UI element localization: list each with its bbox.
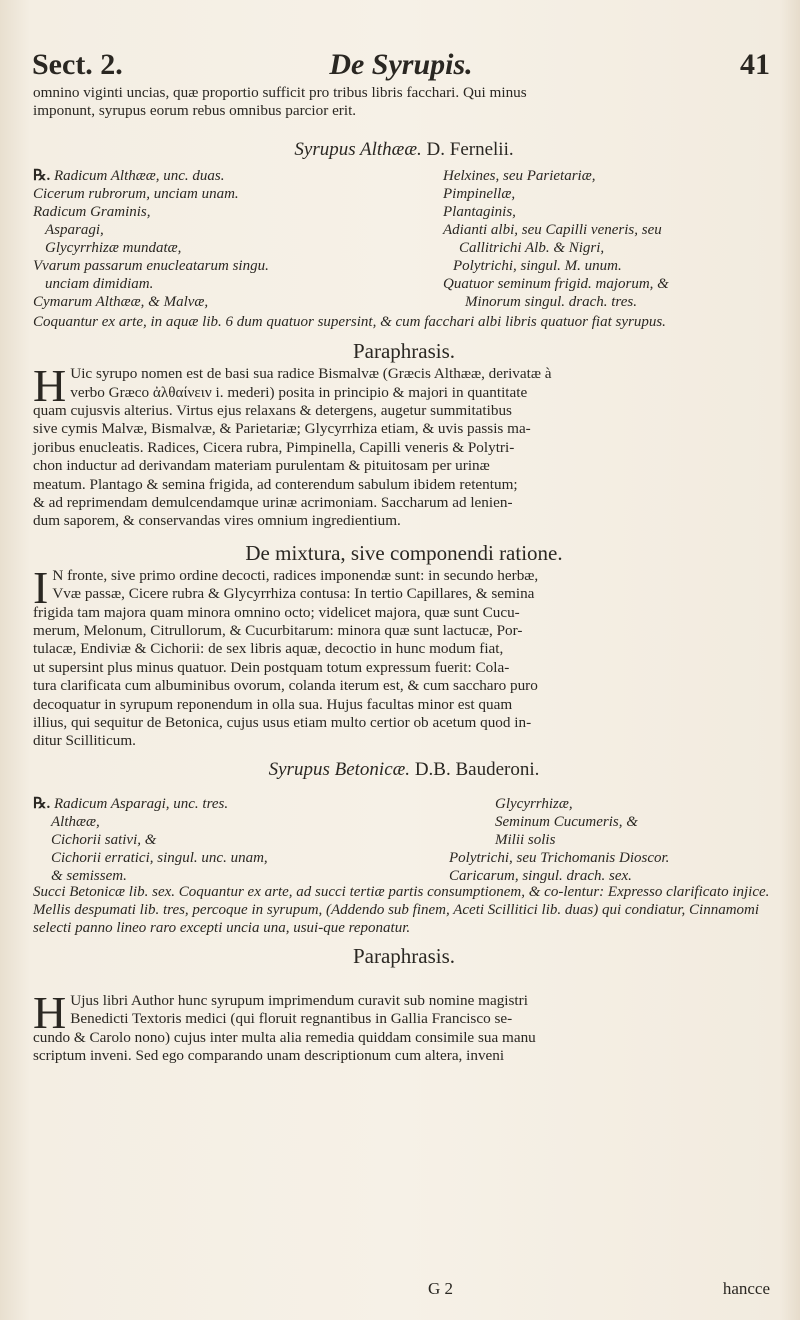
- text-line: sive cymis Malvæ, Bismalvæ, & Parietariæ; Glycyrrhiza etiam, & uvis passis ma-: [33, 420, 531, 438]
- ingredient-line: Glycyrrhizæ,: [495, 795, 573, 812]
- text-line: Benedicti Textoris medici (qui floruit regnantibus in Gallia Francisco se-: [70, 1010, 513, 1028]
- recipe1-title-author: D. Fernelii.: [426, 138, 514, 160]
- text-line: dum saporem, & conservandas vires omnium ingredientium.: [33, 512, 401, 530]
- ingredient-line: Pimpinellæ,: [443, 185, 516, 202]
- text-line: Vvæ passæ, Cicere rubra & Glycyrrhiza contusa: In tertio Capillares, & semina: [52, 585, 535, 603]
- recipe2-title-author: D.B. Bauderoni.: [414, 758, 540, 780]
- text-line: scriptum inveni. Sed ego comparando unam descriptionum cum altera, inveni: [33, 1046, 505, 1064]
- mixtura-text: [33, 561, 775, 751]
- ingredient-line: Radicum Graminis,: [33, 204, 151, 220]
- text-line: Ujus libri Author hunc syrupum imprimendum curavit sub nomine magistri: [70, 991, 528, 1009]
- dropcap: H: [33, 986, 67, 1038]
- paraphrasis1-title: Paraphrasis.: [352, 339, 456, 364]
- recipe1-title-name: Syrupus Althææ.: [294, 138, 422, 160]
- section-label: Sect. 2.: [32, 48, 123, 81]
- ingredient-line: Callitrichi Alb. & Nigri,: [459, 240, 605, 257]
- text-line: frigida tam majora quam minora omnino octo; videlicet majora, quæ sunt Cucu-: [33, 603, 520, 621]
- page-body: [33, 84, 775, 1065]
- recipe-symbol: ℞.: [33, 167, 51, 184]
- ingredient-line: Glycyrrhizæ mundatæ,: [45, 240, 182, 257]
- text-line: joribus enucleatis. Radices, Cicera rubra, Pimpinella, Capilli veneris & Polytri-: [33, 438, 515, 456]
- text-line: decoquatur in syrupum reponendum in olla sua. Hujus facultas minor est quam: [33, 695, 513, 713]
- ingredient-line: Polytrichi, seu Trichomanis Dioscor.: [449, 850, 670, 867]
- ingredient-line: Quatuor seminum frigid. majorum, &: [443, 276, 669, 293]
- recipe2-left-column: [33, 795, 268, 885]
- recipe2-instructions: Succi Betonicæ lib. sex. Coquantur ex arte, ad succi tertiæ partis consumptionem, & co-lentur: Expresso clarificato injice. Mellis despumati lib. tres, percoque in syrupum, (Addendo sub finem, Aceti Scillitici lib. duas) qui condiatur, Cinnamomi selecti panno lineo raro excepti uncia una, usui-que reponatur.: [33, 883, 770, 937]
- paraphrasis2-text: [33, 986, 775, 1066]
- page-number: 41: [740, 48, 770, 81]
- recipe2-right-column: [449, 795, 670, 885]
- page-header: [32, 48, 770, 88]
- signature-mark: G 2: [428, 1279, 454, 1298]
- recipe1-ingredients: [33, 167, 775, 313]
- recipe2-ingredients: [33, 795, 775, 885]
- ingredient-line: ℞. Radicum Althææ, unc. duas.: [33, 167, 225, 184]
- dropcap: I: [33, 561, 49, 613]
- ingredient-line: Althææ,: [51, 813, 100, 830]
- ingredient-line: Caricarum, singul. drach. sex.: [449, 868, 632, 885]
- ingredient-line: Cichorii erratici, singul. unc. unam,: [51, 850, 268, 867]
- text-line: cundo & Carolo nono) cujus inter multa alia remedia quiddam consimile sua manu: [33, 1028, 536, 1046]
- text-line: N fronte, sive primo ordine decocti, radices imponendæ sunt: in secundo herbæ,: [52, 566, 539, 584]
- ingredient-line: Cichorii sativi, &: [51, 832, 157, 849]
- ingredient-line: Cymarum Althææ, & Malvæ,: [33, 294, 209, 311]
- mixtura-title: De mixtura, sive componendi ratione.: [245, 540, 563, 565]
- recipe2-title: [33, 757, 775, 783]
- text-line: ditur Scilliticum.: [33, 732, 136, 750]
- ingredient-line: Cicerum rubrorum, unciam unam.: [33, 185, 239, 202]
- text-line: ut supersint plus minus quatuor. Dein postquam totum expressum fuerit: Cola-: [33, 658, 510, 676]
- ingredient-line: Plantaginis,: [443, 204, 516, 220]
- recipe1-right-column: [443, 167, 669, 312]
- ingredient-line: Adianti albi, seu Capilli veneris, seu: [443, 222, 662, 239]
- ingredient-line: Polytrichi, singul. M. unum.: [453, 258, 622, 275]
- text-line: quam cujusvis alterius. Virtus ejus relaxans & detergens, augetur summitatibus: [33, 401, 512, 419]
- ingredient-line: & semissem.: [51, 868, 127, 885]
- ingredient-line: Vvarum passarum enucleatarum singu.: [33, 258, 269, 275]
- text-line: tulacæ, Endiviæ & Cichorii: de sex libris aquæ, decoctio in hunc modum fiat,: [33, 640, 504, 658]
- recipe1-title: [33, 137, 775, 163]
- ingredient-line: Minorum singul. drach. tres.: [465, 294, 637, 311]
- paraphrasis2-title: Paraphrasis.: [352, 943, 456, 968]
- intro-line: imponunt, syrupus eorum rebus omnibus parcior erit.: [33, 102, 357, 120]
- running-title: De Syrupis.: [329, 48, 473, 81]
- text-line: tura clarificata cum albuminibus ovorum, colanda iterum est, & cum saccharo puro: [33, 677, 538, 695]
- text-line: chon inductur ad derivandam materiam purulentam & pituitosam per urinæ: [33, 457, 490, 475]
- text-line: merum, Melonum, Citrullorum, & Cucurbitarum: minora quæ sunt lactucæ, Por-: [33, 621, 523, 639]
- recipe-symbol: ℞.: [33, 795, 51, 812]
- page-footer: [33, 1279, 770, 1299]
- dropcap: H: [33, 360, 67, 412]
- text-line: illius, qui sequitur de Betonica, cujus usus etiam multo certior ob acetum quod in-: [33, 714, 532, 732]
- recipe1-instructions: Coquantur ex arte, in aquæ lib. 6 dum quatuor supersint, & cum facchari albi libris quatuor fiat syrupus.: [33, 313, 666, 330]
- ingredient-line: Asparagi,: [45, 222, 104, 239]
- text-line: meatum. Plantago & semina frigida, ad conterendum sabulum ibidem retentum;: [33, 475, 518, 493]
- recipe1-left-column: [33, 167, 269, 312]
- ingredient-line: unciam dimidiam.: [45, 276, 154, 293]
- ingredient-line: Milii solis: [495, 832, 556, 849]
- text-line: Uic syrupo nomen est de basi sua radice Bismalvæ (Græcis Althææ, derivatæ à: [70, 365, 552, 383]
- catchword: hancce: [722, 1279, 770, 1298]
- text-line: verbo Græco ἀλθαίνειν i. mederi) posita in principio & majori in quantitate: [70, 383, 528, 401]
- paraphrasis1-text: [33, 360, 775, 531]
- recipe2-title-name: Syrupus Betonicæ.: [268, 758, 411, 780]
- ingredient-line: Helxines, seu Parietariæ,: [443, 167, 596, 184]
- ingredient-line: ℞. Radicum Asparagi, unc. tres.: [33, 795, 229, 812]
- ingredient-line: Seminum Cucumeris, &: [495, 813, 638, 830]
- text-line: & ad reprimendam demulcendamque urinæ acrimoniam. Saccharum ad lenien-: [33, 493, 513, 511]
- intro-line: omnino viginti uncias, quæ proportio sufficit pro tribus libris facchari. Qui minus: [33, 84, 527, 101]
